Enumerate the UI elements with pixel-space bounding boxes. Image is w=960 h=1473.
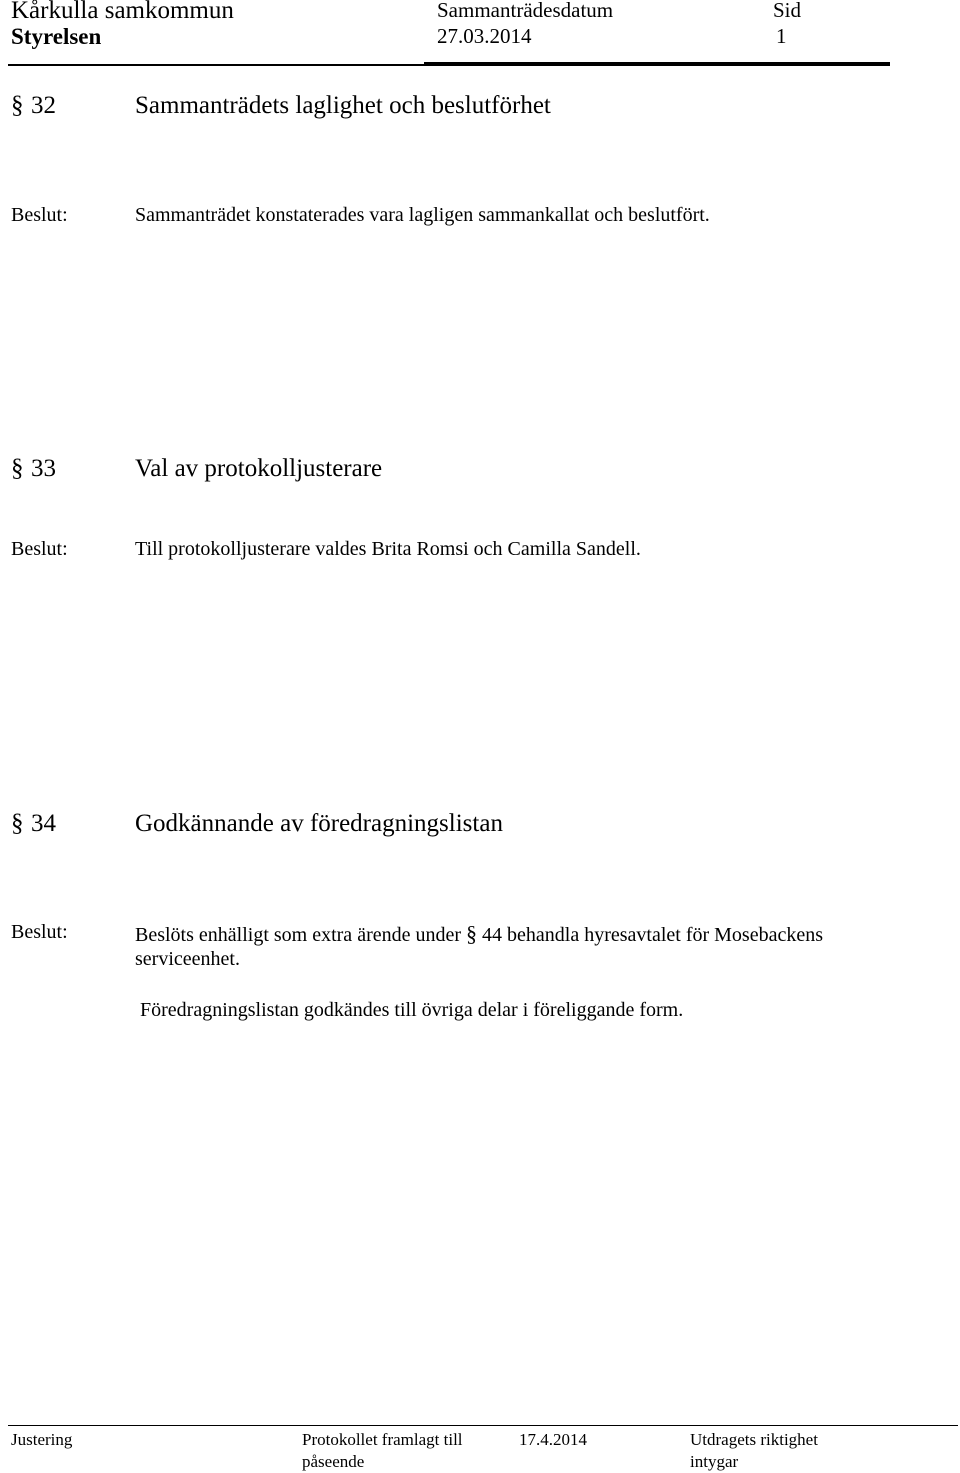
section-symbol: §	[11, 92, 24, 119]
section-number: 34	[31, 810, 56, 837]
footer-divider	[8, 1425, 958, 1426]
date-label: Sammanträdesdatum	[437, 0, 614, 22]
body-name: Styrelsen	[11, 24, 102, 49]
decision-text-line2: serviceenhet.	[135, 948, 240, 970]
page-number: 1	[776, 24, 787, 48]
footer-utdrag-line2: intygar	[690, 1452, 739, 1471]
footer-framlagt-line1: Protokollet framlagt till	[302, 1430, 463, 1449]
decision-text: Till protokolljusterare valdes Brita Romsi och Camilla Sandell.	[135, 538, 641, 560]
decision-label: Beslut:	[11, 204, 68, 226]
section-number: 33	[31, 455, 56, 482]
section-title: Val av protokolljusterare	[135, 455, 383, 482]
meeting-date: 27.03.2014	[437, 24, 532, 48]
decision-text-part-b: 44 behandla hyresavtalet för Mosebackens	[482, 924, 824, 946]
section-symbol: §	[11, 810, 24, 837]
decision-text-paragraph2: Föredragningslistan godkändes till övriga delar i föreliggande form.	[140, 999, 684, 1021]
footer-framlagt-date: 17.4.2014	[519, 1430, 587, 1449]
footer-utdrag-line1: Utdragets riktighet	[690, 1430, 818, 1449]
section-symbol: §	[11, 455, 24, 482]
footer-framlagt-line2: påseende	[302, 1452, 365, 1471]
header-divider-bold	[424, 62, 890, 65]
org-name: Kårkulla samkommun	[11, 0, 234, 24]
decision-text-part-a: Beslöts enhälligt som extra ärende under	[135, 924, 462, 946]
section-title: Sammanträdets laglighet och beslutförhet	[135, 92, 551, 119]
page-label: Sid	[773, 0, 802, 22]
decision-text: Sammanträdet konstaterades vara lagligen sammankallat och beslutfört.	[135, 204, 710, 226]
footer-justering: Justering	[11, 1430, 73, 1449]
decision-text-line1	[135, 921, 823, 947]
section-symbol: §	[466, 921, 478, 946]
section-number: 32	[31, 92, 56, 119]
decision-label: Beslut:	[11, 921, 68, 943]
decision-label: Beslut:	[11, 538, 68, 560]
section-title: Godkännande av föredragningslistan	[135, 810, 503, 837]
